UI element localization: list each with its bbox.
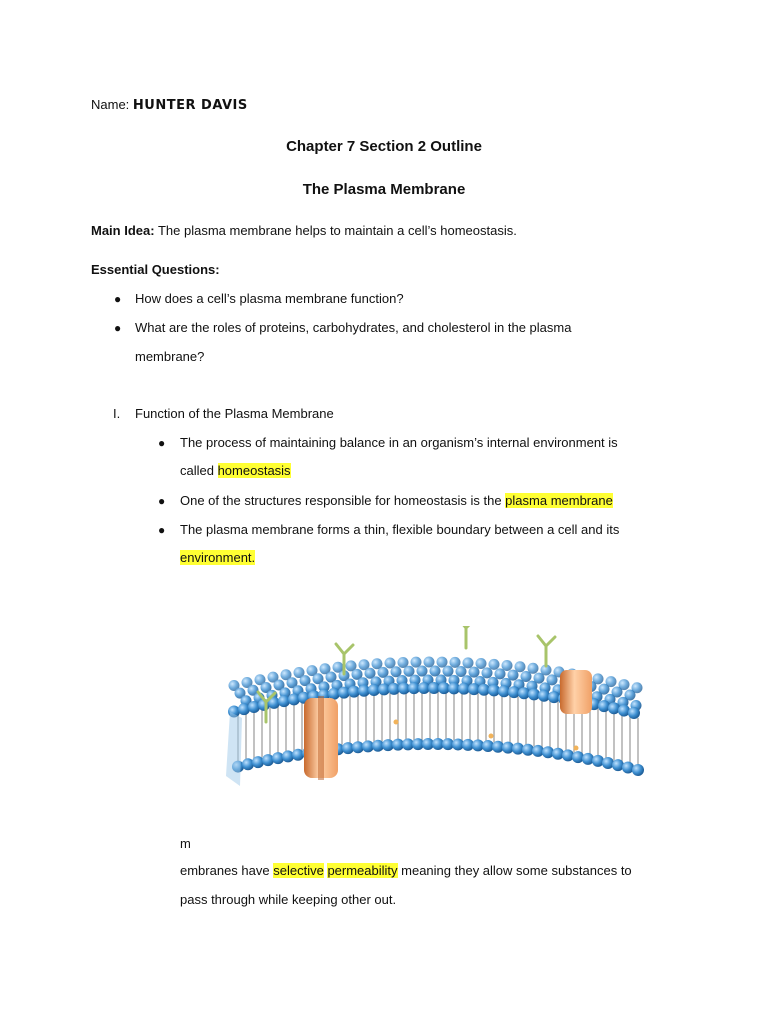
phospholipid-head xyxy=(552,748,564,760)
main-idea-text: The plasma membrane helps to maintain a cell’s homeostasis. xyxy=(157,223,517,238)
phospholipid-head xyxy=(608,702,620,714)
name-label: Name: xyxy=(91,97,130,112)
text-fragment: embranes have xyxy=(180,863,274,878)
phospholipid-head xyxy=(495,668,506,679)
phospholipid-head xyxy=(288,693,300,705)
phospholipid-head xyxy=(612,759,624,771)
phospholipid-head xyxy=(502,660,513,671)
outline-heading: Function of the Plasma Membrane xyxy=(135,406,334,421)
phospholipid-head xyxy=(598,700,610,712)
phospholipid-head xyxy=(282,750,294,762)
outline-bullet-text: The process of maintaining balance in an organism’s internal environment is xyxy=(180,435,618,450)
highlighted-term: plasma membrane xyxy=(505,493,613,508)
question-item: What are the roles of proteins, carbohydrates, and cholesterol in the plasma xyxy=(135,320,572,335)
carbohydrate-chain xyxy=(458,626,475,648)
essential-questions-heading: Essential Questions: xyxy=(91,262,220,277)
phospholipid-head xyxy=(469,667,480,678)
phospholipid-head xyxy=(489,659,500,670)
bullet-icon: ● xyxy=(158,436,166,450)
highlighted-term: environment. xyxy=(180,550,256,565)
phospholipid-head xyxy=(272,752,284,764)
phospholipid-head xyxy=(424,657,435,668)
phospholipid-head xyxy=(430,666,441,677)
highlighted-term: permeability xyxy=(327,863,398,878)
surface-protein xyxy=(560,670,592,714)
question-item-continuation: membrane? xyxy=(135,349,205,364)
phospholipid-head xyxy=(252,756,264,768)
phospholipid-head xyxy=(248,701,260,713)
bullet-icon: ● xyxy=(158,494,166,508)
phospholipid-head xyxy=(242,758,254,770)
outline-bullet-text: The plasma membrane forms a thin, flexible boundary between a cell and its xyxy=(180,522,620,537)
paragraph-line: pass through while keeping other out. xyxy=(180,892,397,907)
phospholipid-head xyxy=(450,657,461,668)
membrane-edge xyxy=(226,712,242,786)
phospholipid-head xyxy=(562,749,574,761)
phospholipid-head xyxy=(582,753,594,765)
phospholipid-head xyxy=(417,666,428,677)
phospholipid-head xyxy=(592,755,604,767)
paragraph-line xyxy=(180,862,632,880)
phospholipid-head xyxy=(262,754,274,766)
bullet-icon: ● xyxy=(114,292,122,306)
outline-bullet-text xyxy=(180,492,613,510)
name-line xyxy=(91,96,248,115)
phospholipid-head xyxy=(572,751,584,763)
phospholipid-head xyxy=(482,667,493,678)
outline-numeral: I. xyxy=(113,406,121,421)
bullet-icon: ● xyxy=(158,523,166,537)
cholesterol-molecule xyxy=(394,720,399,725)
plasma-membrane-illustration xyxy=(216,626,646,822)
outline-bullet-text xyxy=(180,549,255,567)
phospholipid-head xyxy=(456,666,467,677)
protein-channel-gap xyxy=(318,696,324,780)
chapter-title: Chapter 7 Section 2 Outline xyxy=(286,138,482,155)
phospholipid-head xyxy=(411,657,422,668)
cholesterol-molecule xyxy=(574,746,579,751)
main-idea-label: Main Idea: xyxy=(91,223,155,238)
outline-bullet-text xyxy=(180,462,291,480)
phospholipid-head xyxy=(548,691,560,703)
main-idea xyxy=(91,222,517,240)
phospholipid-head xyxy=(602,757,614,769)
bullet-icon: ● xyxy=(114,321,122,335)
phospholipid-head xyxy=(238,703,250,715)
phospholipid-head xyxy=(632,764,644,776)
text-fragment: One of the structures responsible for homeostasis is the xyxy=(180,493,506,508)
text-fragment: called xyxy=(180,463,218,478)
highlighted-term: selective xyxy=(273,863,324,878)
phospholipid-head xyxy=(292,749,304,761)
phospholipid-head xyxy=(622,762,634,774)
question-item: How does a cell’s plasma membrane function? xyxy=(135,291,404,306)
text-fragment: m xyxy=(180,836,191,851)
carbohydrate-chain xyxy=(538,636,555,666)
phospholipid-head xyxy=(476,658,487,669)
student-name: HUNTER DAVIS xyxy=(132,98,248,113)
text-fragment: meaning they allow some substances to xyxy=(397,863,632,878)
phospholipid-head xyxy=(463,657,474,668)
phospholipid-head xyxy=(278,695,290,707)
section-title: The Plasma Membrane xyxy=(302,181,466,198)
phospholipid-head xyxy=(437,657,448,668)
highlighted-term: homeostasis xyxy=(217,463,291,478)
phospholipid-head xyxy=(618,705,630,717)
cholesterol-molecule xyxy=(489,734,494,739)
phospholipid-head xyxy=(443,666,454,677)
phospholipid-head xyxy=(628,707,640,719)
